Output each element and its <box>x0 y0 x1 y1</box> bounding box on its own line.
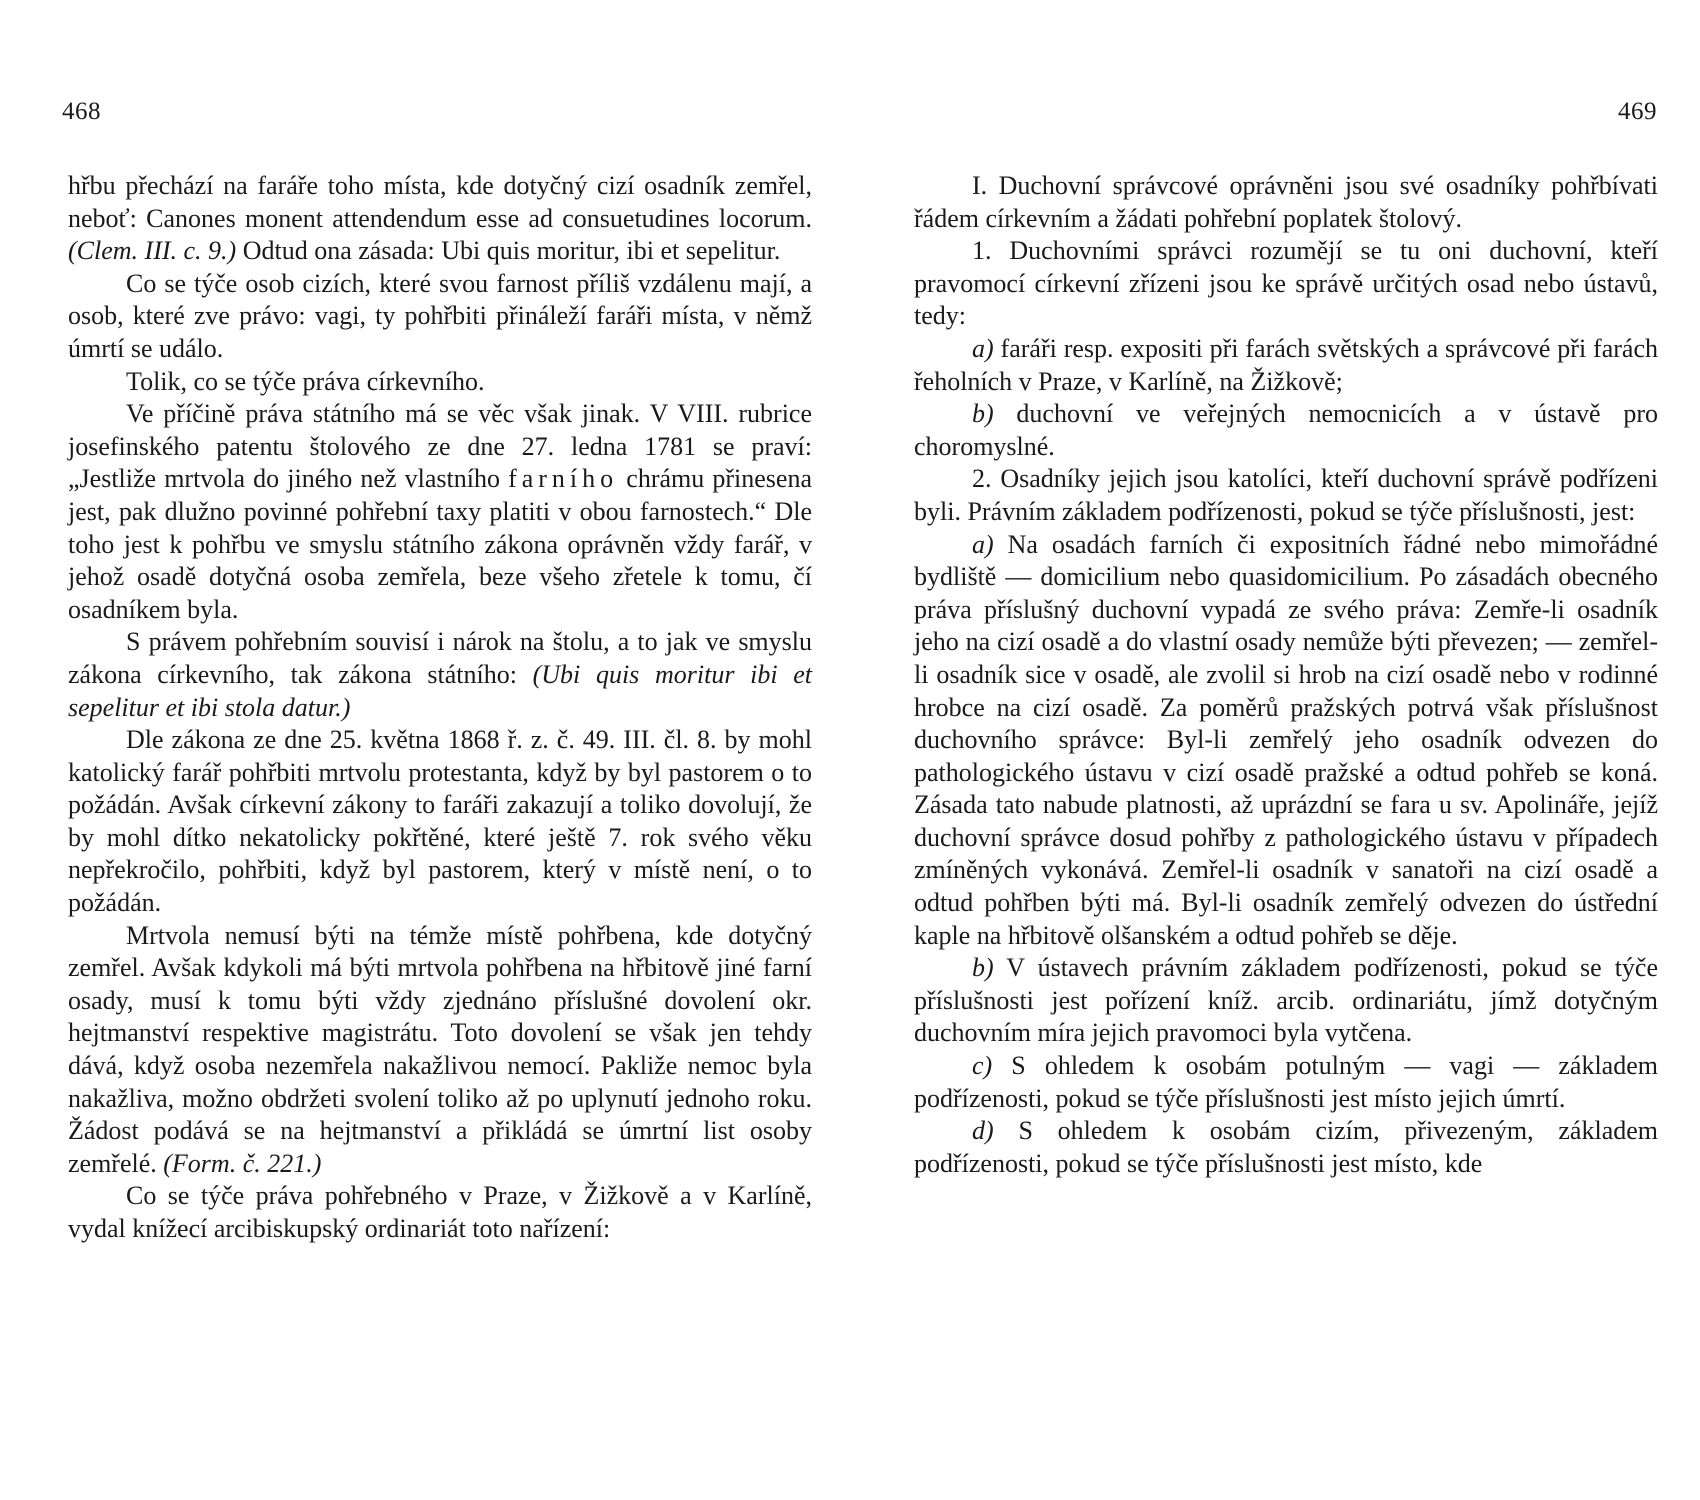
body-paragraph <box>68 268 812 366</box>
italic-citation: c) <box>972 1051 993 1081</box>
paragraph-text: 1. Duchovními správci rozumějí se tu oni duchovní, kteří pravomocí církevní zřízeni jsou ke správě určitých osad nebo ústavů, tedy: <box>914 236 1658 331</box>
italic-citation: d) <box>972 1116 994 1146</box>
paragraph-text: hřbu přechází na faráře toho místa, kde dotyčný cizí osadník zemřel, neboť: Canones monent attendendum esse ad consuetudines locorum. <box>68 171 812 233</box>
paragraph-text: Mrtvola nemusí býti na témže místě pohřbena, kde dotyčný zemřel. Avšak kdykoli má býti mrtvola pohřbena na hřbitově jiné farní osady, musí k tomu býti vždy zjednáno příslušné dovolení okr. hejtmanství respektive magistrátu. Toto dovolení se však jen tehdy dává, když osoba nezemřela nakažlivou nemocí. Pakliže nemoc byla nakažliva, možno obdržeti svolení toliko až po uplynutí jednoho roku. Žádost podává se na hejtmanství a přikládá se úmrtní list osoby zemřelé. <box>68 920 812 1178</box>
body-paragraph <box>914 1115 1658 1180</box>
body-paragraph <box>914 952 1658 1050</box>
paragraph-text: S ohledem k osobám potulným — vagi — základem podřízenosti, pokud se týče příslušnosti jest místo jejich úmrtí. <box>914 1051 1658 1113</box>
body-paragraph <box>914 333 1658 398</box>
paragraph-text: Odtud ona zásada: Ubi quis moritur, ibi et sepelitur. <box>236 236 781 266</box>
left-page-text-column <box>68 170 812 1246</box>
body-paragraph <box>914 235 1658 333</box>
paragraph-text: Co se týče práva pohřebného v Praze, v Žižkově a v Karlíně, vydal knížecí arcibiskupský ordinariát toto nařízení: <box>68 1181 812 1243</box>
body-paragraph <box>68 170 812 268</box>
body-paragraph <box>914 529 1658 953</box>
body-paragraph <box>68 724 812 920</box>
paragraph-text: S ohledem k osobám cizím, přivezeným, základem podřízenosti, pokud se týče příslušnosti jest místo, kde <box>914 1116 1658 1178</box>
body-paragraph <box>914 170 1658 235</box>
paragraph-text: 2. Osadníky jejich jsou katolíci, kteří duchovní správě podřízeni byli. Právním základem podřízenosti, pokud se týče příslušnosti, jest: <box>914 464 1658 526</box>
page-number-right: 469 <box>1618 98 1657 125</box>
letterspaced-emphasis: farního <box>508 464 619 494</box>
paragraph-text: Co se týče osob cizích, které svou farnost příliš vzdálenu mají, a osob, které zve právo: vagi, ty pohřbiti přináleží faráři místa, v němž úmrtí se událo. <box>68 268 812 363</box>
body-paragraph <box>914 398 1658 463</box>
paragraph-text: chrámu přinesena jest, pak dlužno povinné pohřební taxy platiti v obou farnostech.“ Dle toho jest k pohřbu ve smyslu státního zákona oprávněn vždy farář, v jehož osadě dotyčná osoba zemřela, beze všeho zřetele k tomu, čí osadníkem byla. <box>68 464 812 624</box>
body-paragraph <box>68 626 812 724</box>
italic-citation: (Ubi quis moritur ibi et sepelitur et ibi stola datur.) <box>68 659 812 722</box>
paragraph-text: Dle zákona ze dne 25. května 1868 ř. z. č. 49. III. čl. 8. by mohl katolický farář pohřbiti mrtvolu protestanta, když by byl pastorem o to požádán. Avšak církevní zákony to faráři zakazují a toliko dovolují, že by mohl dítko nekatolicky pokřtěné, které ještě 7. rok svého věku nepřekročilo, pohřbiti, když byl pastorem, který v místě není, o to požádán. <box>68 725 812 918</box>
paragraph-text: Tolik, co se týče práva církevního. <box>126 366 485 396</box>
italic-citation: b) <box>972 953 994 983</box>
paragraph-text: faráři resp. expositi při farách světských a správcové při farách řeholních v Praze, v Karlíně, na Žižkově; <box>914 333 1658 396</box>
italic-citation: a) <box>972 333 994 363</box>
paragraph-text: I. Duchovní správcové oprávněni jsou své osadníky pohřbívati řádem církevním a žádati pohřební poplatek štolový. <box>914 171 1658 233</box>
paragraph-text: V ústavech právním základem podřízenosti, pokud se týče příslušnosti jest pořízení kníž. arcib. ordinariátu, jímž dotyčným duchovním míra jejich pravomoci byla vytčena. <box>914 953 1658 1048</box>
body-paragraph <box>68 1180 812 1245</box>
body-paragraph <box>68 366 812 399</box>
body-paragraph <box>914 463 1658 528</box>
italic-citation: (Form. č. 221.) <box>163 1148 322 1178</box>
italic-citation: a) <box>972 529 994 559</box>
right-page-text-column <box>914 170 1658 1180</box>
italic-citation: (Clem. III. c. 9.) <box>68 236 237 266</box>
body-paragraph <box>68 398 812 626</box>
paragraph-text: Ve příčině práva státního má se věc však jinak. V VIII. rubrice josefinského patentu štolového ze dne 27. ledna 1781 se praví: „Jestliže mrtvola do jiného než vlastního <box>68 399 812 494</box>
italic-citation: b) <box>972 399 994 429</box>
page-number-left: 468 <box>62 98 101 125</box>
paragraph-text: S právem pohřebním souvisí i nárok na štolu, a to jak ve smyslu zákona církevního, tak zákona státního: <box>68 627 812 689</box>
paragraph-text: duchovní ve veřejných nemocnicích a v ústavě pro choromyslné. <box>914 399 1658 461</box>
body-paragraph <box>914 1050 1658 1115</box>
paragraph-text: Na osadách farních či expositních řádné nebo mimořádné bydliště — domicilium nebo quasidomicilium. Po zásadách obecného práva příslušný duchovní vypadá ze svého práva: Zemře-li osadník jeho na cizí osadě a do vlastní osady nemůže býti převezen; — zemřel-li osadník sice v osadě, ale zvolil si hrob na cizí osadě nebo v rodinné hrobce na cizí osadě. Za poměrů pražských potrvá však příslušnost duchovního správce: Byl-li zemřelý jeho osadník odvezen do pathologického ústavu v cizí osadě pražské a odtud pohřeb se koná. Zásada tato nabude platnosti, až uprázdní se fara u sv. Apolináře, jejíž duchovní správce dosud pohřby z pathologického ústavu v případech zmíněných vykonává. Zemřel-li osadník v sanatoři na cizí osadě a odtud pohřben býti má. Byl-li osadník zemřelý odvezen do ústřední kaple na hřbitově olšanském a odtud pohřeb se děje. <box>914 529 1658 950</box>
body-paragraph <box>68 920 812 1181</box>
